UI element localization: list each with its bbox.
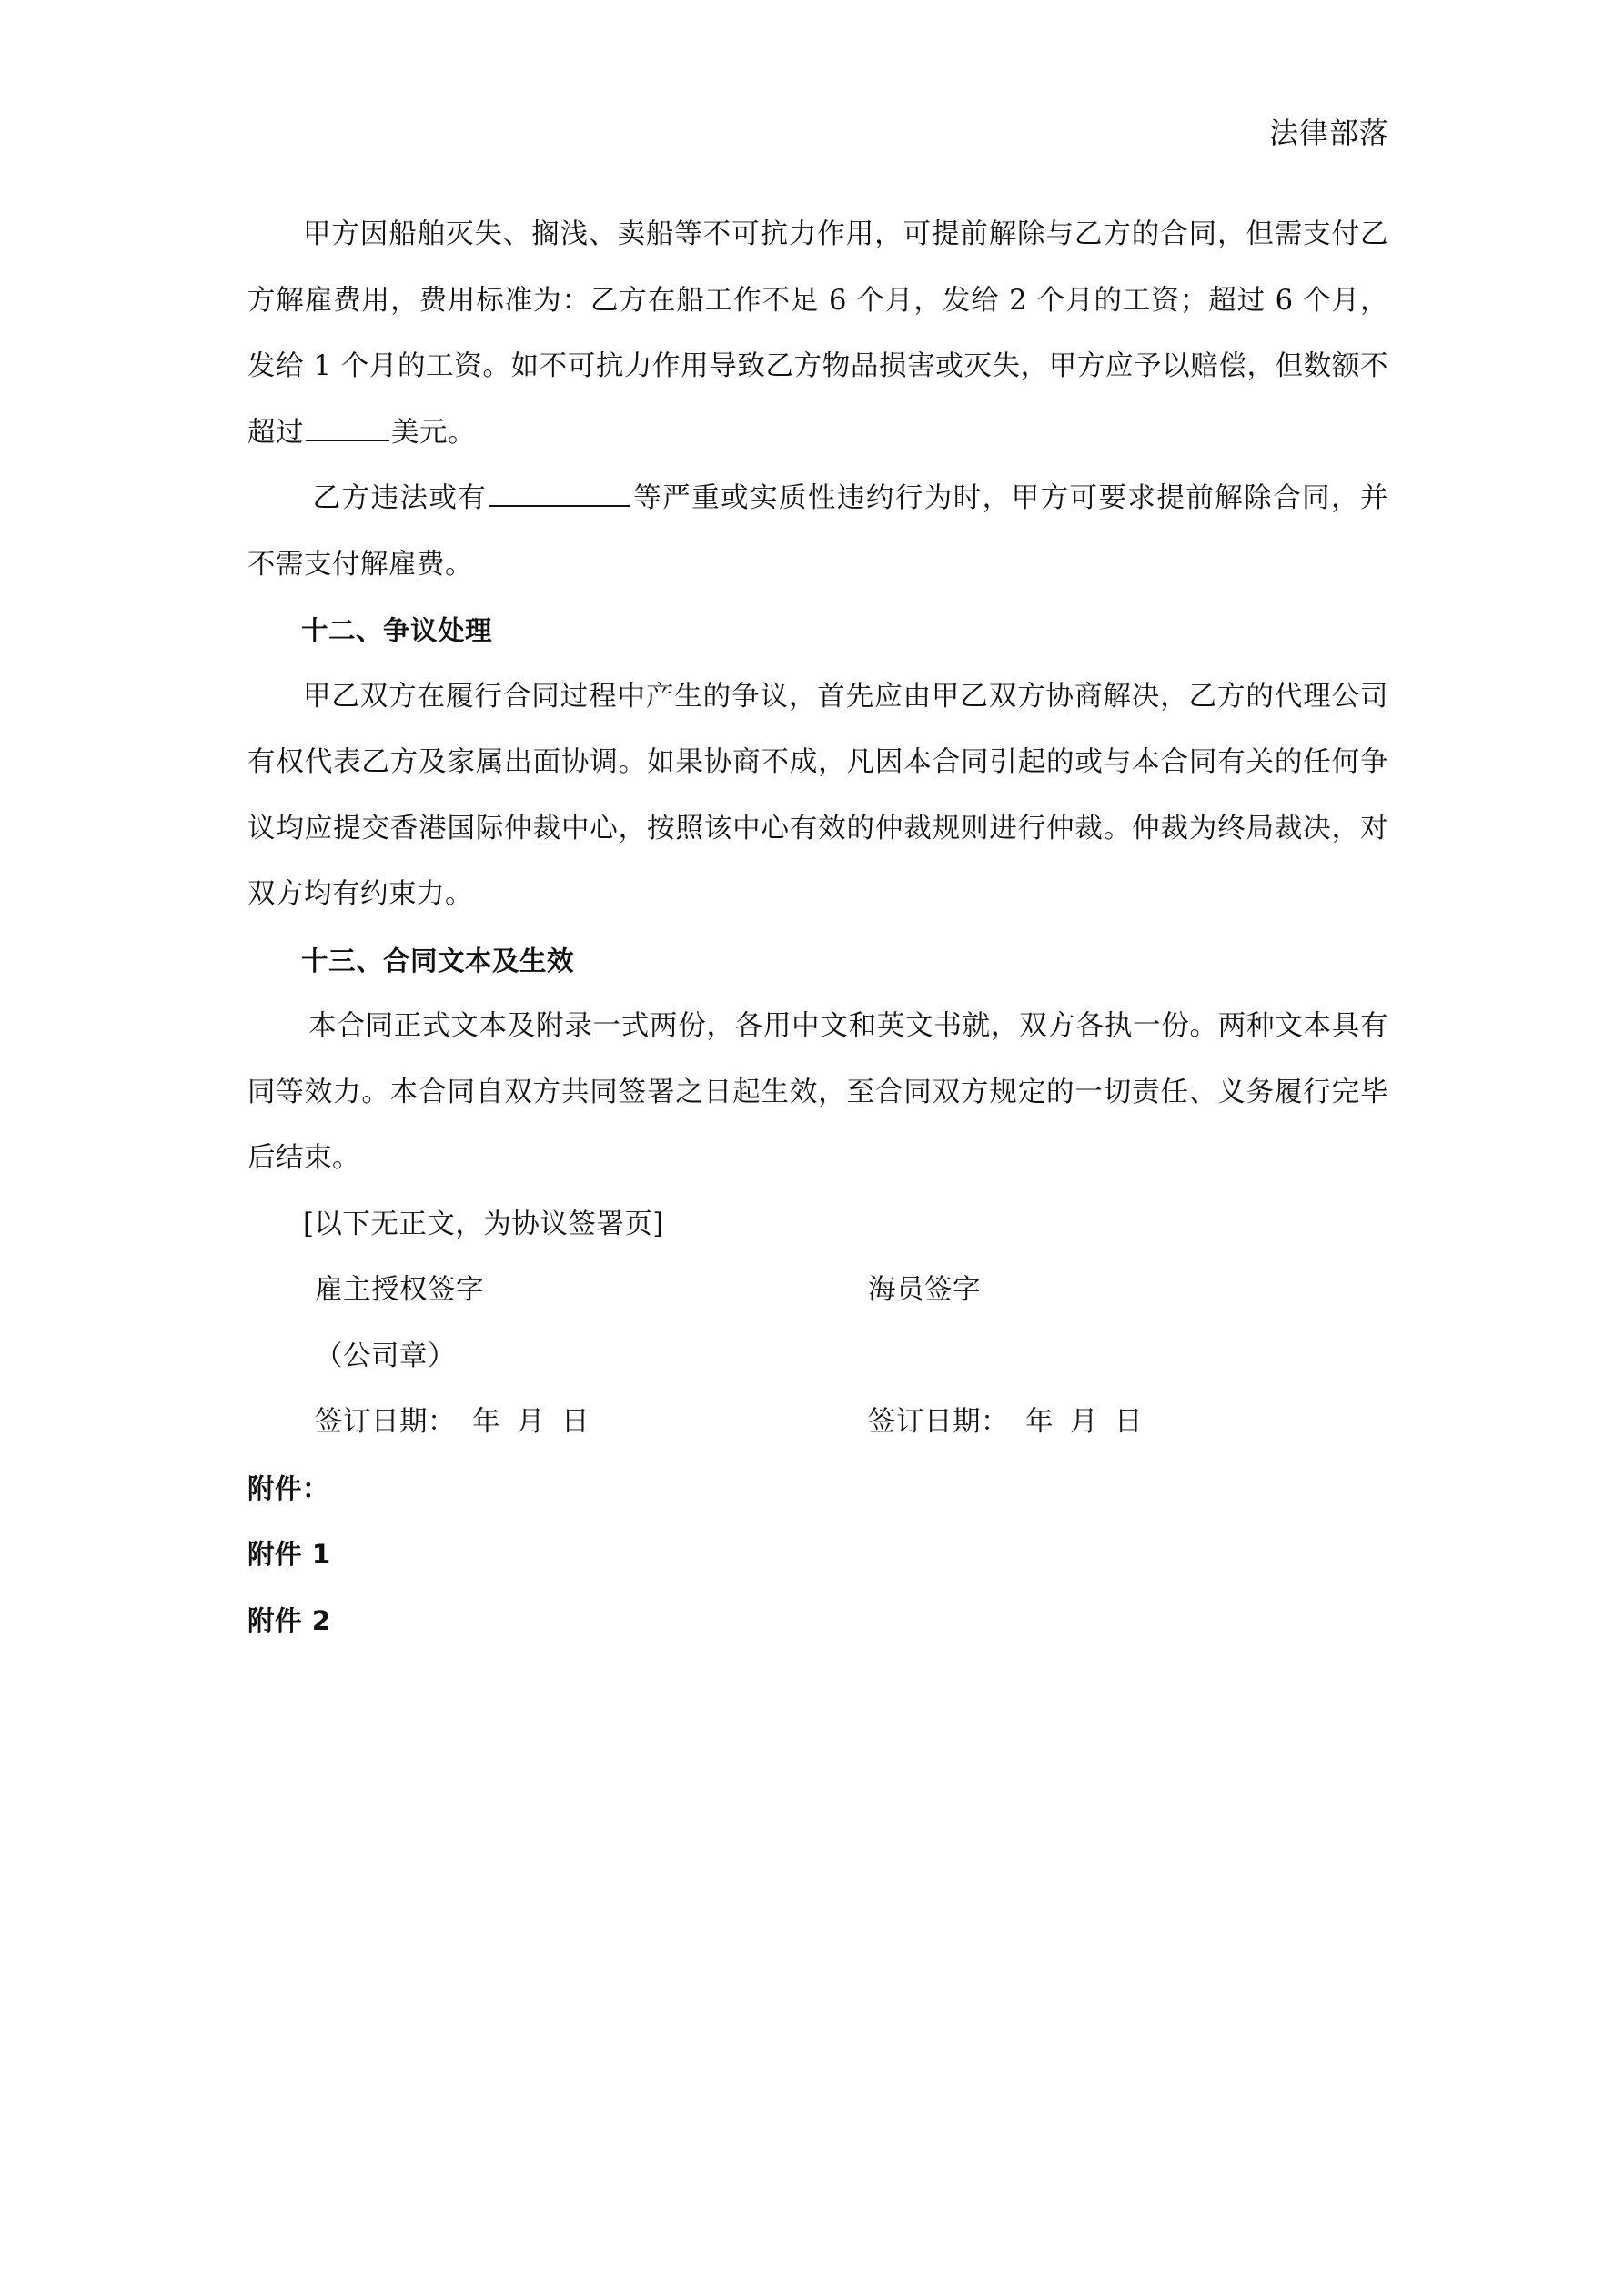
seal-row bbox=[247, 1324, 1388, 1391]
year-label: 年 bbox=[472, 1406, 500, 1438]
paragraph-force-majeure bbox=[247, 202, 1388, 466]
attachment-item-1: 附件 1 bbox=[247, 1539, 331, 1570]
month-label: 月 bbox=[517, 1406, 545, 1438]
signing-date-right bbox=[868, 1390, 1388, 1456]
company-seal-label: （公司章） bbox=[315, 1340, 456, 1372]
page-header: 法律部落 bbox=[1268, 116, 1389, 150]
day-label: 日 bbox=[1115, 1406, 1143, 1438]
signature-labels-row bbox=[247, 1258, 1388, 1324]
paragraph-text: 美元。 bbox=[391, 416, 476, 449]
amount-blank bbox=[306, 412, 389, 441]
signing-date-left bbox=[315, 1390, 868, 1456]
section-heading-dispute: 十二、争议处理 bbox=[301, 615, 493, 646]
day-label: 日 bbox=[561, 1406, 590, 1438]
paragraph-effect: 本合同正式文本及附录一式两份，各用中文和英文书就，双方各执一份。两种文本具有同等效力。本合同自双方共同签署之日起生效，至合同双方规定的一切责任、义务履行完毕后结束。 bbox=[247, 1010, 1388, 1174]
date-label: 签订日期： bbox=[315, 1406, 456, 1438]
paragraph-text: 等严重或实质性违约行为时，甲方可要求提前解除合同，并不需支付解雇费。 bbox=[247, 482, 1388, 581]
employer-signature-label: 雇主授权签字 bbox=[315, 1274, 484, 1306]
paragraph-dispute: 甲乙双方在履行合同过程中产生的争议，首先应由甲乙双方协商解决，乙方的代理公司有权代表乙方及家属出面协调。如果协商不成，凡因本合同引起的或与本合同有关的任何争议均应提交香港国际仲裁中心，按照该中心有效的仲裁规则进行仲裁。仲裁为终局裁决，对双方均有约束力。 bbox=[247, 680, 1388, 910]
section-heading-effect: 十三、合同文本及生效 bbox=[301, 945, 575, 976]
attachment-item-2: 附件 2 bbox=[247, 1604, 331, 1636]
date-label: 签订日期： bbox=[868, 1406, 1009, 1438]
seafarer-signature-label: 海员签字 bbox=[868, 1274, 981, 1306]
paragraph-text: 乙方违法或有 bbox=[312, 482, 488, 514]
attachments-title: 附件： bbox=[247, 1472, 330, 1504]
month-label: 月 bbox=[1070, 1406, 1098, 1438]
signing-date-row bbox=[247, 1390, 1388, 1456]
signing-page-note: [以下无正文，为协议签署页] bbox=[303, 1208, 664, 1240]
year-label: 年 bbox=[1025, 1406, 1054, 1438]
paragraph-text: 甲方因船舶灭失、搁浅、卖船等不可抗力作用，可提前解除与乙方的合同，但需支付乙方解雇费用，费用标准为：乙方在船工作不足 6 个月，发给 2 个月的工资；超过 6 个月，发给 1 个月的工资。如不可抗力作用导致乙方物品损害或灭失，甲方应予以赔偿，但数额不超过 bbox=[247, 218, 1388, 449]
breach-blank bbox=[489, 478, 630, 507]
paragraph-breach bbox=[247, 466, 1388, 598]
document-body bbox=[247, 202, 1388, 1654]
